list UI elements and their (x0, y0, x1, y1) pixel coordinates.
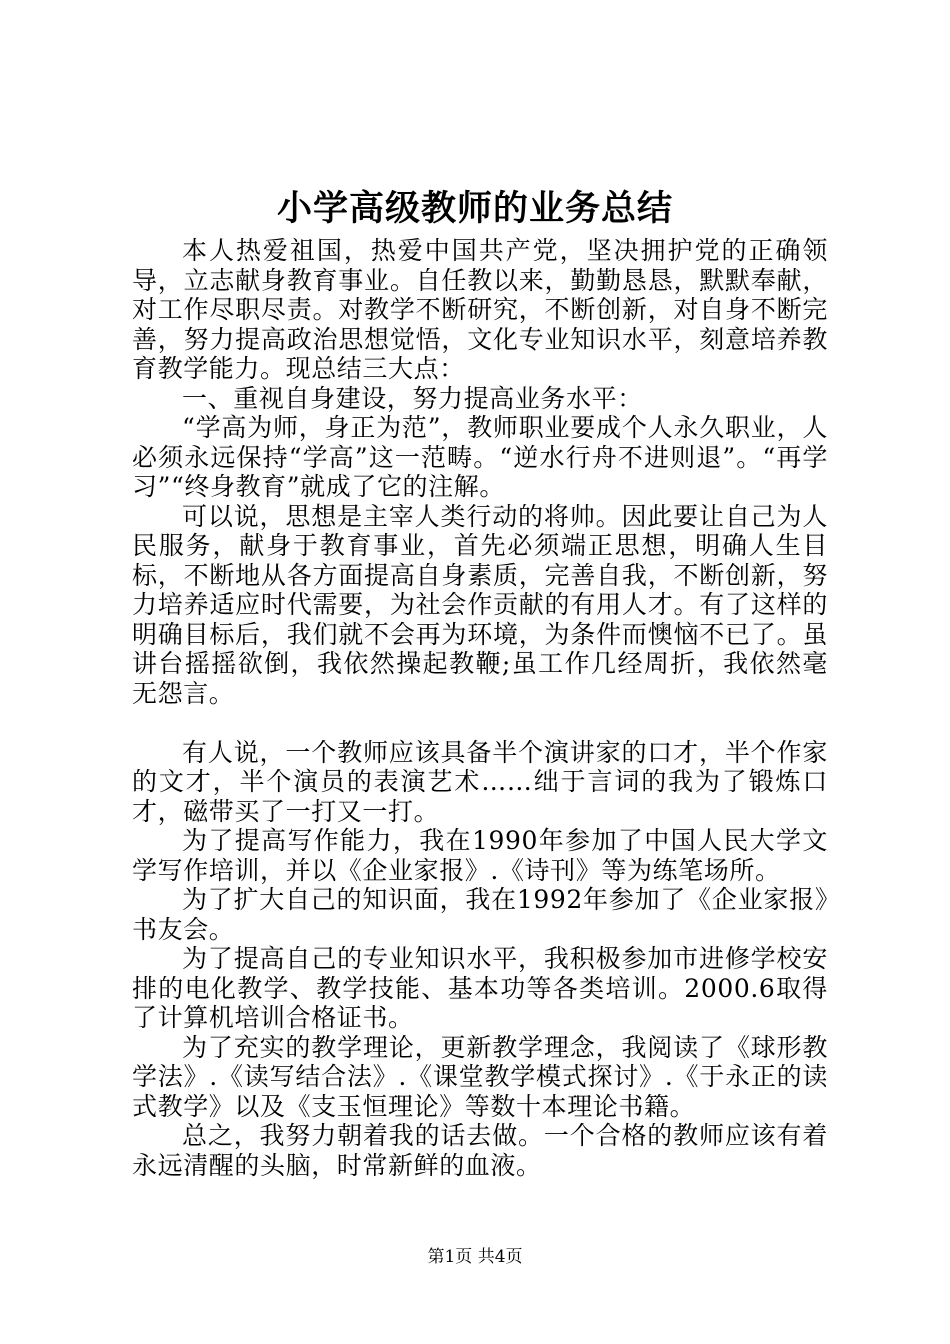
paragraph-eloquence: 有人说，一个教师应该具备半个演讲家的口才，半个作家的文才，半个演员的表演艺术……绌于言词的我为了锻炼口才，磁带买了一打又一打。 (132, 737, 828, 826)
paragraph-knowledge: 为了扩大自己的知识面，我在1992年参加了《企业家报》书友会。 (132, 885, 828, 944)
document-title: 小学高级教师的业务总结 (276, 189, 673, 229)
paragraph-section-heading: 一、重视自身建设，努力提高业务水平： (182, 383, 643, 413)
paragraph-thought: 可以说，思想是主宰人类行动的将帅。因此要让自己为人民服务，献身于教育事业，首先必须端正思想，明确人生目标，不断地从各方面提高自身素质，完善自我，不断创新，努力培养适应时代需要，为社会作贡献的有用人才。有了这样的明确目标后，我们就不会再为环境，为条件而懊恼不已了。虽讲台摇摇欲倒，我依然操起教鞭;虽工作几经周折，我依然毫无怨言。 (132, 501, 828, 708)
paragraph-intro: 本人热爱祖国，热爱中国共产党，坚决拥护党的正确领导，立志献身教育事业。自任教以来，勤勤恳恳，默默奉献，对工作尽职尽责。对教学不断研究，不断创新，对自身不断完善，努力提高政治思想觉悟，文化专业知识水平，刻意培养教育教学能力。现总结三大点： (132, 236, 828, 383)
paragraph-summary: 总之，我努力朝着我的话去做。一个合格的教师应该有着永远清醒的头脑，时常新鲜的血液。 (132, 1121, 828, 1180)
page-number: 第1页 共4页 (427, 1247, 523, 1267)
paragraph-quote: “学高为师，身正为范”，教师职业要成个人永久职业，人必须永远保持“学高”这一范畴。“逆水行舟不进则退”。“再学习”“终身教育”就成了它的注解。 (132, 413, 828, 501)
paragraph-theory: 为了充实的教学理论，更新教学理念，我阅读了《球形教学法》.《读写结合法》.《课堂教学模式探讨》.《于永正的读式教学》以及《支玉恒理论》等数十本理论书籍。 (132, 1032, 828, 1121)
document-body (132, 236, 828, 1180)
paragraph-training: 为了提高自己的专业知识水平，我积极参加市进修学校安排的电化教学、教学技能、基本功等各类培训。2000.6取得了计算机培训合格证书。 (132, 944, 828, 1032)
paragraph-writing: 为了提高写作能力，我在1990年参加了中国人民大学文学写作培训，并以《企业家报》.《诗刊》等为练笔场所。 (132, 826, 828, 885)
